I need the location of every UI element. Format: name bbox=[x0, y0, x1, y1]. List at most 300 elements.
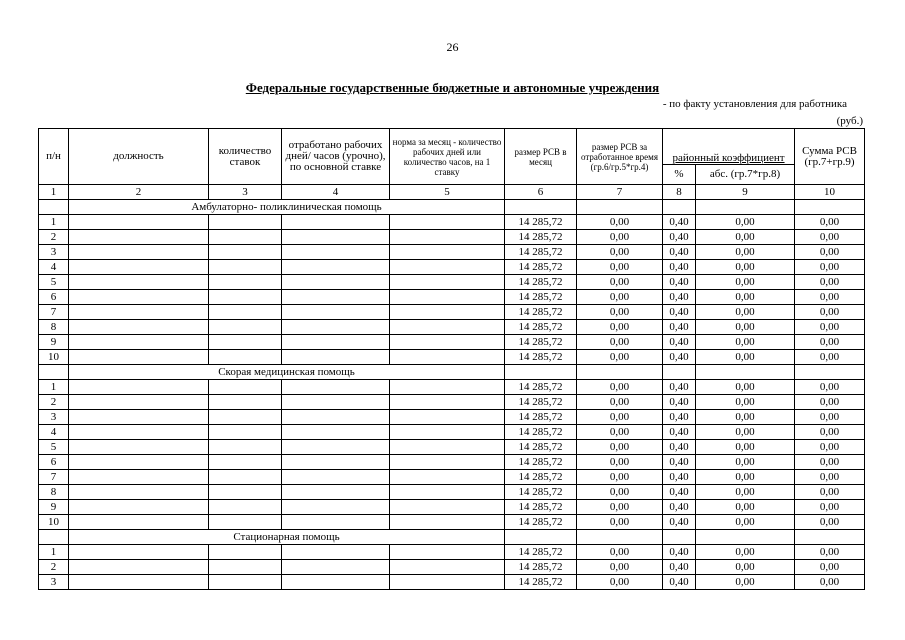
coef-abs-cell: 0,00 bbox=[696, 500, 795, 515]
section-empty-cell bbox=[577, 530, 663, 545]
norm-cell bbox=[390, 230, 505, 245]
rates-cell bbox=[209, 440, 282, 455]
rates-cell bbox=[209, 320, 282, 335]
rates-cell bbox=[209, 470, 282, 485]
total-cell: 0,00 bbox=[795, 350, 865, 365]
worked-days-cell bbox=[282, 275, 390, 290]
coef-abs-cell: 0,00 bbox=[696, 455, 795, 470]
section-empty-cell bbox=[577, 200, 663, 215]
row-number-cell: 2 bbox=[39, 395, 69, 410]
coef-abs-cell: 0,00 bbox=[696, 515, 795, 530]
position-cell bbox=[69, 215, 209, 230]
total-cell: 0,00 bbox=[795, 515, 865, 530]
coef-percent-cell: 0,40 bbox=[663, 485, 696, 500]
section-header-row bbox=[39, 200, 865, 215]
header-rsv-month: размер РСВ в месяц bbox=[505, 129, 577, 185]
rsv-month-cell: 14 285,72 bbox=[505, 320, 577, 335]
coef-abs-cell: 0,00 bbox=[696, 545, 795, 560]
table-row bbox=[39, 290, 865, 305]
coef-percent-cell: 0,40 bbox=[663, 455, 696, 470]
norm-cell bbox=[390, 485, 505, 500]
norm-cell bbox=[390, 575, 505, 590]
position-cell bbox=[69, 335, 209, 350]
header-total: Сумма РСВ (гр.7+гр.9) bbox=[795, 129, 865, 185]
coef-percent-cell: 0,40 bbox=[663, 335, 696, 350]
section-header-row bbox=[39, 530, 865, 545]
coef-abs-cell: 0,00 bbox=[696, 560, 795, 575]
document-subtitle: - по факту установления для работника bbox=[662, 98, 847, 110]
position-cell bbox=[69, 470, 209, 485]
row-number-cell: 5 bbox=[39, 275, 69, 290]
section-empty-cell bbox=[696, 530, 795, 545]
rsv-worked-cell: 0,00 bbox=[577, 320, 663, 335]
coef-percent-cell: 0,40 bbox=[663, 320, 696, 335]
section-empty-cell bbox=[505, 200, 577, 215]
header-worked: отработано рабочих дней/ часов (урочно), по основной ставке bbox=[282, 129, 390, 185]
header-rates: количество ставок bbox=[209, 129, 282, 185]
norm-cell bbox=[390, 290, 505, 305]
rsv-month-cell: 14 285,72 bbox=[505, 425, 577, 440]
table-row bbox=[39, 245, 865, 260]
rsv-worked-cell: 0,00 bbox=[577, 410, 663, 425]
header-percent: % bbox=[663, 165, 696, 185]
page-number: 26 bbox=[446, 40, 459, 54]
rsv-month-cell: 14 285,72 bbox=[505, 500, 577, 515]
rsv-worked-cell: 0,00 bbox=[577, 335, 663, 350]
coef-abs-cell: 0,00 bbox=[696, 350, 795, 365]
table-row bbox=[39, 515, 865, 530]
position-cell bbox=[69, 485, 209, 500]
rsv-worked-cell: 0,00 bbox=[577, 395, 663, 410]
norm-cell bbox=[390, 380, 505, 395]
row-number-cell: 7 bbox=[39, 470, 69, 485]
row-number-cell: 10 bbox=[39, 515, 69, 530]
rates-cell bbox=[209, 245, 282, 260]
total-cell: 0,00 bbox=[795, 335, 865, 350]
table-row bbox=[39, 545, 865, 560]
table-row bbox=[39, 575, 865, 590]
worked-days-cell bbox=[282, 455, 390, 470]
table-row bbox=[39, 275, 865, 290]
rsv-month-cell: 14 285,72 bbox=[505, 410, 577, 425]
column-number: 4 bbox=[282, 185, 390, 200]
norm-cell bbox=[390, 320, 505, 335]
worked-days-cell bbox=[282, 230, 390, 245]
coef-abs-cell: 0,00 bbox=[696, 410, 795, 425]
rsv-month-cell: 14 285,72 bbox=[505, 395, 577, 410]
total-cell: 0,00 bbox=[795, 245, 865, 260]
worked-days-cell bbox=[282, 560, 390, 575]
worked-days-cell bbox=[282, 545, 390, 560]
total-cell: 0,00 bbox=[795, 500, 865, 515]
coef-percent-cell: 0,40 bbox=[663, 230, 696, 245]
coef-abs-cell: 0,00 bbox=[696, 335, 795, 350]
coef-percent-cell: 0,40 bbox=[663, 290, 696, 305]
coef-percent-cell: 0,40 bbox=[663, 560, 696, 575]
rsv-worked-cell: 0,00 bbox=[577, 350, 663, 365]
section-empty-cell bbox=[577, 365, 663, 380]
row-number-cell: 2 bbox=[39, 230, 69, 245]
row-number-cell: 8 bbox=[39, 320, 69, 335]
norm-cell bbox=[390, 500, 505, 515]
norm-cell bbox=[390, 350, 505, 365]
row-number-cell: 2 bbox=[39, 560, 69, 575]
row-number-cell: 1 bbox=[39, 380, 69, 395]
position-cell bbox=[69, 380, 209, 395]
total-cell: 0,00 bbox=[795, 305, 865, 320]
total-cell: 0,00 bbox=[795, 425, 865, 440]
table-row bbox=[39, 305, 865, 320]
rates-cell bbox=[209, 335, 282, 350]
section-empty-cell bbox=[505, 365, 577, 380]
section-empty-cell bbox=[795, 200, 865, 215]
rsv-worked-cell: 0,00 bbox=[577, 560, 663, 575]
column-number: 9 bbox=[696, 185, 795, 200]
rsv-month-cell: 14 285,72 bbox=[505, 575, 577, 590]
section-empty-cell bbox=[39, 200, 69, 215]
rsv-month-cell: 14 285,72 bbox=[505, 335, 577, 350]
worked-days-cell bbox=[282, 215, 390, 230]
rsv-month-cell: 14 285,72 bbox=[505, 215, 577, 230]
total-cell: 0,00 bbox=[795, 290, 865, 305]
section-empty-cell bbox=[663, 365, 696, 380]
rates-cell bbox=[209, 380, 282, 395]
rsv-worked-cell: 0,00 bbox=[577, 575, 663, 590]
column-number: 10 bbox=[795, 185, 865, 200]
rsv-month-cell: 14 285,72 bbox=[505, 245, 577, 260]
table-row bbox=[39, 260, 865, 275]
norm-cell bbox=[390, 410, 505, 425]
table-row bbox=[39, 470, 865, 485]
table-row bbox=[39, 410, 865, 425]
total-cell: 0,00 bbox=[795, 485, 865, 500]
total-cell: 0,00 bbox=[795, 575, 865, 590]
norm-cell bbox=[390, 470, 505, 485]
header-district-coef: районный коэффициент bbox=[663, 129, 795, 165]
norm-cell bbox=[390, 335, 505, 350]
header-rsv-worked: размер РСВ за отработанное время (гр.6/гр.5*гр.4) bbox=[577, 129, 663, 185]
table-row bbox=[39, 395, 865, 410]
rsv-worked-cell: 0,00 bbox=[577, 290, 663, 305]
coef-abs-cell: 0,00 bbox=[696, 215, 795, 230]
row-number-cell: 5 bbox=[39, 440, 69, 455]
table-row bbox=[39, 350, 865, 365]
position-cell bbox=[69, 500, 209, 515]
rsv-worked-cell: 0,00 bbox=[577, 440, 663, 455]
worked-days-cell bbox=[282, 350, 390, 365]
position-cell bbox=[69, 305, 209, 320]
rsv-worked-cell: 0,00 bbox=[577, 455, 663, 470]
rsv-worked-cell: 0,00 bbox=[577, 215, 663, 230]
table-row bbox=[39, 560, 865, 575]
section-empty-cell bbox=[696, 200, 795, 215]
coef-percent-cell: 0,40 bbox=[663, 305, 696, 320]
rsv-month-cell: 14 285,72 bbox=[505, 545, 577, 560]
column-number: 6 bbox=[505, 185, 577, 200]
table-row bbox=[39, 215, 865, 230]
coef-abs-cell: 0,00 bbox=[696, 260, 795, 275]
section-empty-cell bbox=[663, 530, 696, 545]
row-number-cell: 10 bbox=[39, 350, 69, 365]
rsv-month-cell: 14 285,72 bbox=[505, 440, 577, 455]
worked-days-cell bbox=[282, 305, 390, 320]
coef-abs-cell: 0,00 bbox=[696, 380, 795, 395]
section-empty-cell bbox=[505, 530, 577, 545]
rsv-month-cell: 14 285,72 bbox=[505, 380, 577, 395]
position-cell bbox=[69, 320, 209, 335]
row-number-cell: 9 bbox=[39, 500, 69, 515]
rsv-month-cell: 14 285,72 bbox=[505, 305, 577, 320]
total-cell: 0,00 bbox=[795, 380, 865, 395]
worked-days-cell bbox=[282, 380, 390, 395]
section-empty-cell bbox=[696, 365, 795, 380]
coef-abs-cell: 0,00 bbox=[696, 470, 795, 485]
coef-percent-cell: 0,40 bbox=[663, 575, 696, 590]
coef-percent-cell: 0,40 bbox=[663, 260, 696, 275]
worked-days-cell bbox=[282, 440, 390, 455]
rates-cell bbox=[209, 305, 282, 320]
position-cell bbox=[69, 515, 209, 530]
total-cell: 0,00 bbox=[795, 455, 865, 470]
coef-abs-cell: 0,00 bbox=[696, 245, 795, 260]
coef-percent-cell: 0,40 bbox=[663, 245, 696, 260]
coef-percent-cell: 0,40 bbox=[663, 500, 696, 515]
coef-abs-cell: 0,00 bbox=[696, 305, 795, 320]
rsv-worked-cell: 0,00 bbox=[577, 380, 663, 395]
worked-days-cell bbox=[282, 245, 390, 260]
norm-cell bbox=[390, 215, 505, 230]
rates-cell bbox=[209, 515, 282, 530]
worked-days-cell bbox=[282, 260, 390, 275]
row-number-cell: 3 bbox=[39, 245, 69, 260]
position-cell bbox=[69, 395, 209, 410]
rates-cell bbox=[209, 455, 282, 470]
row-number-cell: 6 bbox=[39, 290, 69, 305]
coef-abs-cell: 0,00 bbox=[696, 320, 795, 335]
total-cell: 0,00 bbox=[795, 215, 865, 230]
total-cell: 0,00 bbox=[795, 545, 865, 560]
row-number-cell: 4 bbox=[39, 425, 69, 440]
worked-days-cell bbox=[282, 335, 390, 350]
header-norm: норма за месяц - количество рабочих дней или количество часов, на 1 ставку bbox=[390, 129, 505, 185]
section-title: Скорая медицинская помощь bbox=[69, 365, 505, 380]
rsv-worked-cell: 0,00 bbox=[577, 245, 663, 260]
row-number-cell: 1 bbox=[39, 545, 69, 560]
column-number: 1 bbox=[39, 185, 69, 200]
position-cell bbox=[69, 545, 209, 560]
worked-days-cell bbox=[282, 500, 390, 515]
position-cell bbox=[69, 230, 209, 245]
rsv-worked-cell: 0,00 bbox=[577, 500, 663, 515]
row-number-cell: 4 bbox=[39, 260, 69, 275]
worked-days-cell bbox=[282, 515, 390, 530]
position-cell bbox=[69, 350, 209, 365]
rsv-worked-cell: 0,00 bbox=[577, 470, 663, 485]
table-row bbox=[39, 335, 865, 350]
norm-cell bbox=[390, 395, 505, 410]
rsv-worked-cell: 0,00 bbox=[577, 275, 663, 290]
norm-cell bbox=[390, 260, 505, 275]
row-number-cell: 1 bbox=[39, 215, 69, 230]
worked-days-cell bbox=[282, 485, 390, 500]
section-empty-cell bbox=[39, 530, 69, 545]
table-row bbox=[39, 380, 865, 395]
coef-percent-cell: 0,40 bbox=[663, 515, 696, 530]
worked-days-cell bbox=[282, 290, 390, 305]
position-cell bbox=[69, 455, 209, 470]
total-cell: 0,00 bbox=[795, 410, 865, 425]
worked-days-cell bbox=[282, 425, 390, 440]
worked-days-cell bbox=[282, 320, 390, 335]
worked-days-cell bbox=[282, 395, 390, 410]
worked-days-cell bbox=[282, 410, 390, 425]
rates-cell bbox=[209, 395, 282, 410]
rsv-month-cell: 14 285,72 bbox=[505, 230, 577, 245]
coef-percent-cell: 0,40 bbox=[663, 380, 696, 395]
coef-abs-cell: 0,00 bbox=[696, 425, 795, 440]
rsv-month-cell: 14 285,72 bbox=[505, 290, 577, 305]
coef-abs-cell: 0,00 bbox=[696, 440, 795, 455]
rsv-worked-cell: 0,00 bbox=[577, 485, 663, 500]
total-cell: 0,00 bbox=[795, 260, 865, 275]
section-header-row bbox=[39, 365, 865, 380]
norm-cell bbox=[390, 425, 505, 440]
position-cell bbox=[69, 560, 209, 575]
column-number: 3 bbox=[209, 185, 282, 200]
worked-days-cell bbox=[282, 575, 390, 590]
column-number: 5 bbox=[390, 185, 505, 200]
column-number-row bbox=[39, 185, 865, 200]
units-label: (руб.) bbox=[836, 115, 863, 127]
table-row bbox=[39, 455, 865, 470]
row-number-cell: 8 bbox=[39, 485, 69, 500]
norm-cell bbox=[390, 455, 505, 470]
table-row bbox=[39, 485, 865, 500]
total-cell: 0,00 bbox=[795, 275, 865, 290]
position-cell bbox=[69, 575, 209, 590]
rsv-month-cell: 14 285,72 bbox=[505, 350, 577, 365]
rsv-month-cell: 14 285,72 bbox=[505, 560, 577, 575]
rates-cell bbox=[209, 500, 282, 515]
worked-days-cell bbox=[282, 470, 390, 485]
coef-abs-cell: 0,00 bbox=[696, 575, 795, 590]
table-row bbox=[39, 320, 865, 335]
rates-cell bbox=[209, 275, 282, 290]
coef-percent-cell: 0,40 bbox=[663, 545, 696, 560]
rates-cell bbox=[209, 290, 282, 305]
norm-cell bbox=[390, 545, 505, 560]
coef-percent-cell: 0,40 bbox=[663, 350, 696, 365]
section-title: Стационарная помощь bbox=[69, 530, 505, 545]
total-cell: 0,00 bbox=[795, 230, 865, 245]
section-empty-cell bbox=[663, 200, 696, 215]
position-cell bbox=[69, 260, 209, 275]
coef-abs-cell: 0,00 bbox=[696, 275, 795, 290]
rates-cell bbox=[209, 560, 282, 575]
rates-cell bbox=[209, 545, 282, 560]
coef-percent-cell: 0,40 bbox=[663, 440, 696, 455]
coef-percent-cell: 0,40 bbox=[663, 395, 696, 410]
rates-cell bbox=[209, 350, 282, 365]
row-number-cell: 7 bbox=[39, 305, 69, 320]
row-number-cell: 3 bbox=[39, 410, 69, 425]
rsv-worked-cell: 0,00 bbox=[577, 260, 663, 275]
rsv-month-cell: 14 285,72 bbox=[505, 275, 577, 290]
column-number: 2 bbox=[69, 185, 209, 200]
rsv-worked-cell: 0,00 bbox=[577, 230, 663, 245]
rsv-month-cell: 14 285,72 bbox=[505, 260, 577, 275]
section-empty-cell bbox=[795, 365, 865, 380]
column-number: 7 bbox=[577, 185, 663, 200]
coef-percent-cell: 0,40 bbox=[663, 470, 696, 485]
rates-cell bbox=[209, 260, 282, 275]
rates-cell bbox=[209, 230, 282, 245]
total-cell: 0,00 bbox=[795, 395, 865, 410]
total-cell: 0,00 bbox=[795, 320, 865, 335]
rates-cell bbox=[209, 215, 282, 230]
table-row bbox=[39, 440, 865, 455]
section-empty-cell bbox=[39, 365, 69, 380]
rsv-month-cell: 14 285,72 bbox=[505, 455, 577, 470]
rates-cell bbox=[209, 575, 282, 590]
rates-cell bbox=[209, 425, 282, 440]
norm-cell bbox=[390, 560, 505, 575]
section-title: Амбулаторно- поликлиническая помощь bbox=[69, 200, 505, 215]
norm-cell bbox=[390, 440, 505, 455]
norm-cell bbox=[390, 305, 505, 320]
position-cell bbox=[69, 290, 209, 305]
norm-cell bbox=[390, 275, 505, 290]
position-cell bbox=[69, 245, 209, 260]
rsv-month-cell: 14 285,72 bbox=[505, 515, 577, 530]
header-abs: абс. (гр.7*гр.8) bbox=[696, 165, 795, 185]
table-row bbox=[39, 500, 865, 515]
rates-cell bbox=[209, 410, 282, 425]
rsv-month-cell: 14 285,72 bbox=[505, 485, 577, 500]
rsv-worked-cell: 0,00 bbox=[577, 305, 663, 320]
coef-percent-cell: 0,40 bbox=[663, 215, 696, 230]
coef-percent-cell: 0,40 bbox=[663, 410, 696, 425]
table-row bbox=[39, 230, 865, 245]
coef-percent-cell: 0,40 bbox=[663, 425, 696, 440]
coef-abs-cell: 0,00 bbox=[696, 485, 795, 500]
coef-abs-cell: 0,00 bbox=[696, 290, 795, 305]
rsv-table bbox=[38, 128, 865, 590]
norm-cell bbox=[390, 515, 505, 530]
position-cell bbox=[69, 425, 209, 440]
position-cell bbox=[69, 275, 209, 290]
header-position: должность bbox=[69, 129, 209, 185]
norm-cell bbox=[390, 245, 505, 260]
table-row bbox=[39, 425, 865, 440]
rsv-month-cell: 14 285,72 bbox=[505, 470, 577, 485]
header-num: п/н bbox=[39, 129, 69, 185]
rsv-worked-cell: 0,00 bbox=[577, 425, 663, 440]
total-cell: 0,00 bbox=[795, 470, 865, 485]
position-cell bbox=[69, 410, 209, 425]
section-empty-cell bbox=[795, 530, 865, 545]
row-number-cell: 3 bbox=[39, 575, 69, 590]
rates-cell bbox=[209, 485, 282, 500]
column-number: 8 bbox=[663, 185, 696, 200]
rsv-worked-cell: 0,00 bbox=[577, 545, 663, 560]
coef-percent-cell: 0,40 bbox=[663, 275, 696, 290]
total-cell: 0,00 bbox=[795, 440, 865, 455]
rsv-worked-cell: 0,00 bbox=[577, 515, 663, 530]
total-cell: 0,00 bbox=[795, 560, 865, 575]
table-body bbox=[39, 200, 865, 590]
row-number-cell: 6 bbox=[39, 455, 69, 470]
